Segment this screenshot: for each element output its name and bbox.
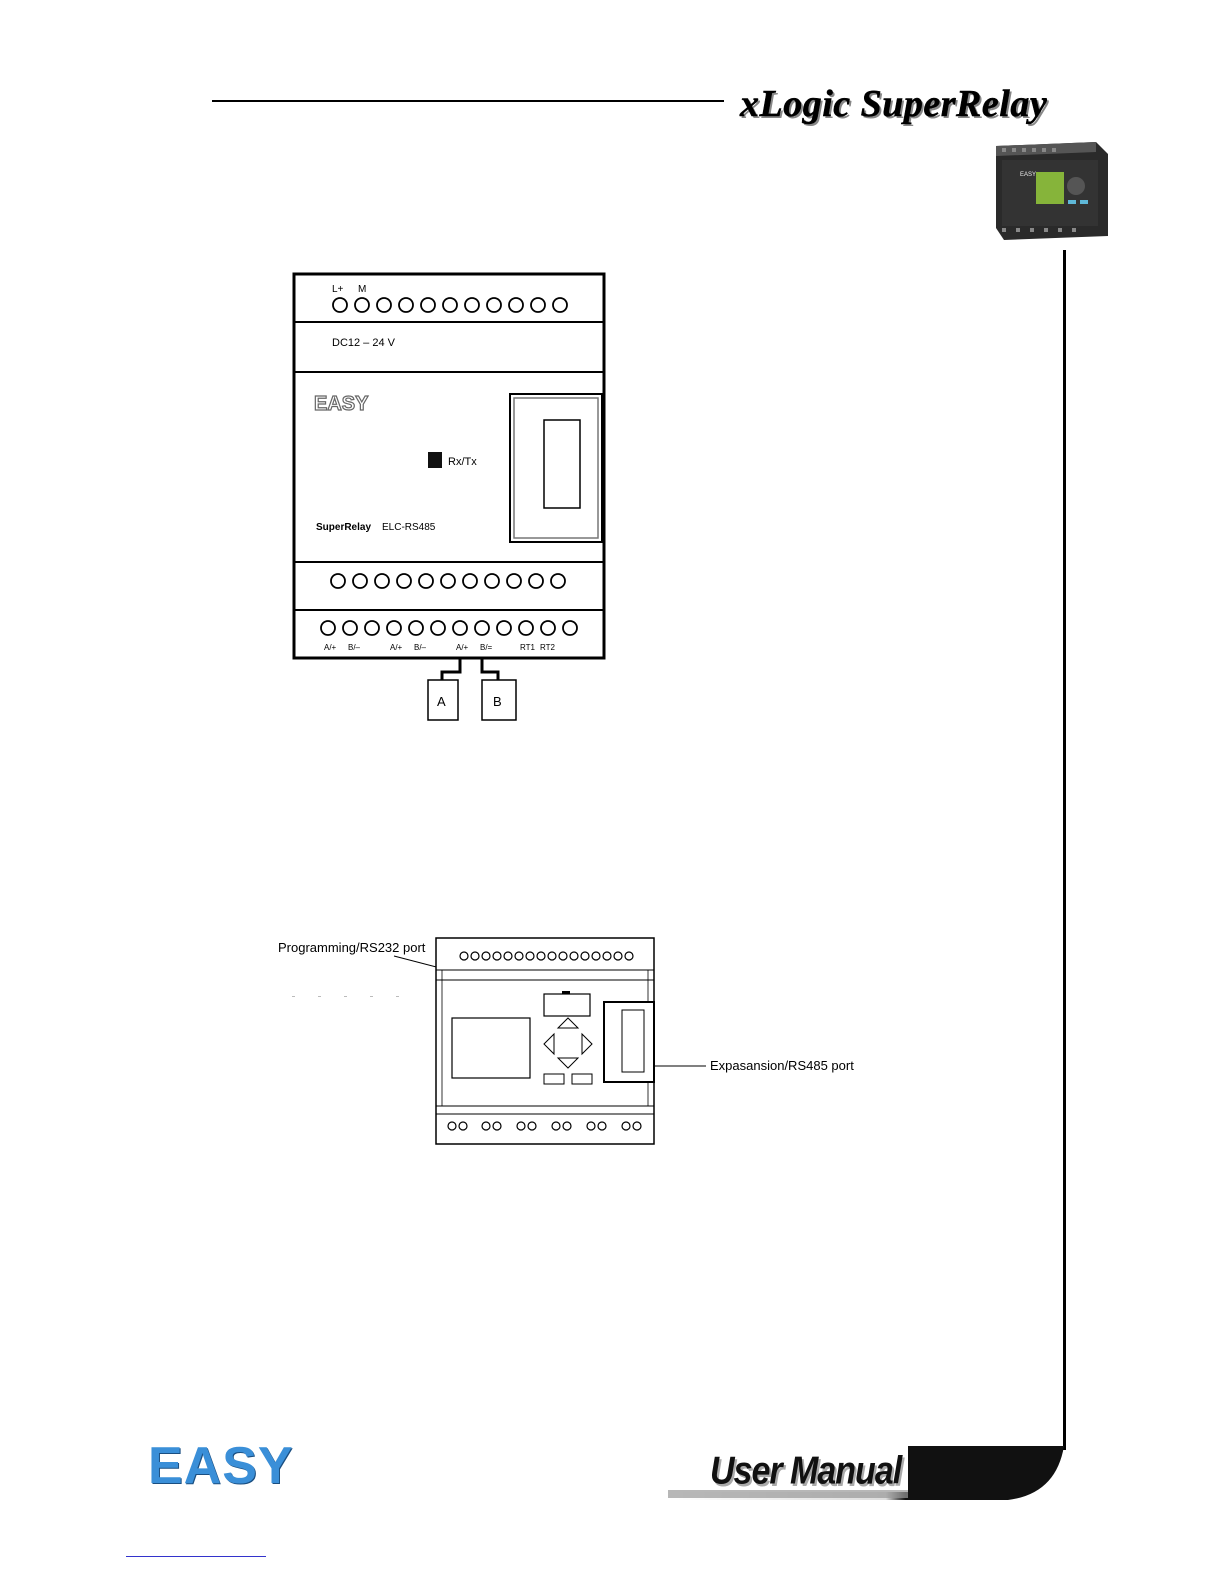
programming-port (544, 994, 590, 1016)
ok-key (572, 1074, 592, 1084)
terminal-label-m: M (358, 284, 367, 295)
wire-b (482, 658, 498, 682)
cpu-port-diagram (270, 930, 870, 1150)
bottom-terminal-label: A/+ (324, 643, 337, 652)
bottom-terminal-label: B/= (480, 643, 493, 652)
terminal-label-l-plus: L+ (332, 284, 344, 295)
lcd-screen (452, 1018, 530, 1078)
bottom-terminal-label: B/– (414, 643, 427, 652)
header-title: xLogic SuperRelay (740, 83, 1048, 125)
bus-box-b-label: B (493, 694, 502, 709)
voltage-label: DC12 – 24 V (332, 337, 395, 349)
model-brand: SuperRelay (316, 522, 372, 533)
wire-a (442, 658, 460, 682)
expansion-port-label: Expasansion/RS485 port (710, 1058, 854, 1073)
expansion-connector (544, 420, 580, 508)
bottom-terminal-label: RT2 (540, 643, 555, 652)
right-margin-rule (1063, 250, 1066, 1450)
bottom-terminal-label: B/– (348, 643, 361, 652)
header-rule (212, 100, 724, 102)
module-brand: EASY (314, 393, 369, 415)
bottom-terminal-label: RT1 (520, 643, 535, 652)
bus-box-a-label: A (437, 694, 446, 709)
led-label: Rx/Tx (448, 456, 477, 468)
esc-key (544, 1074, 564, 1084)
bottom-terminal-label: A/+ (390, 643, 403, 652)
bottom-terminal-label: A/+ (456, 643, 469, 652)
rs485-module-diagram (280, 260, 620, 730)
product-photo (992, 140, 1114, 240)
programming-port-label: Programming/RS232 port (278, 940, 426, 955)
footer-manual-label: User Manual (710, 1449, 902, 1493)
svg-text:EASY: EASY (1020, 172, 1037, 178)
model-code: ELC-RS485 (382, 522, 436, 533)
bottom-link-rule (126, 1556, 266, 1557)
rx-tx-led (428, 452, 442, 468)
footer-logo: EASY (148, 1437, 294, 1495)
